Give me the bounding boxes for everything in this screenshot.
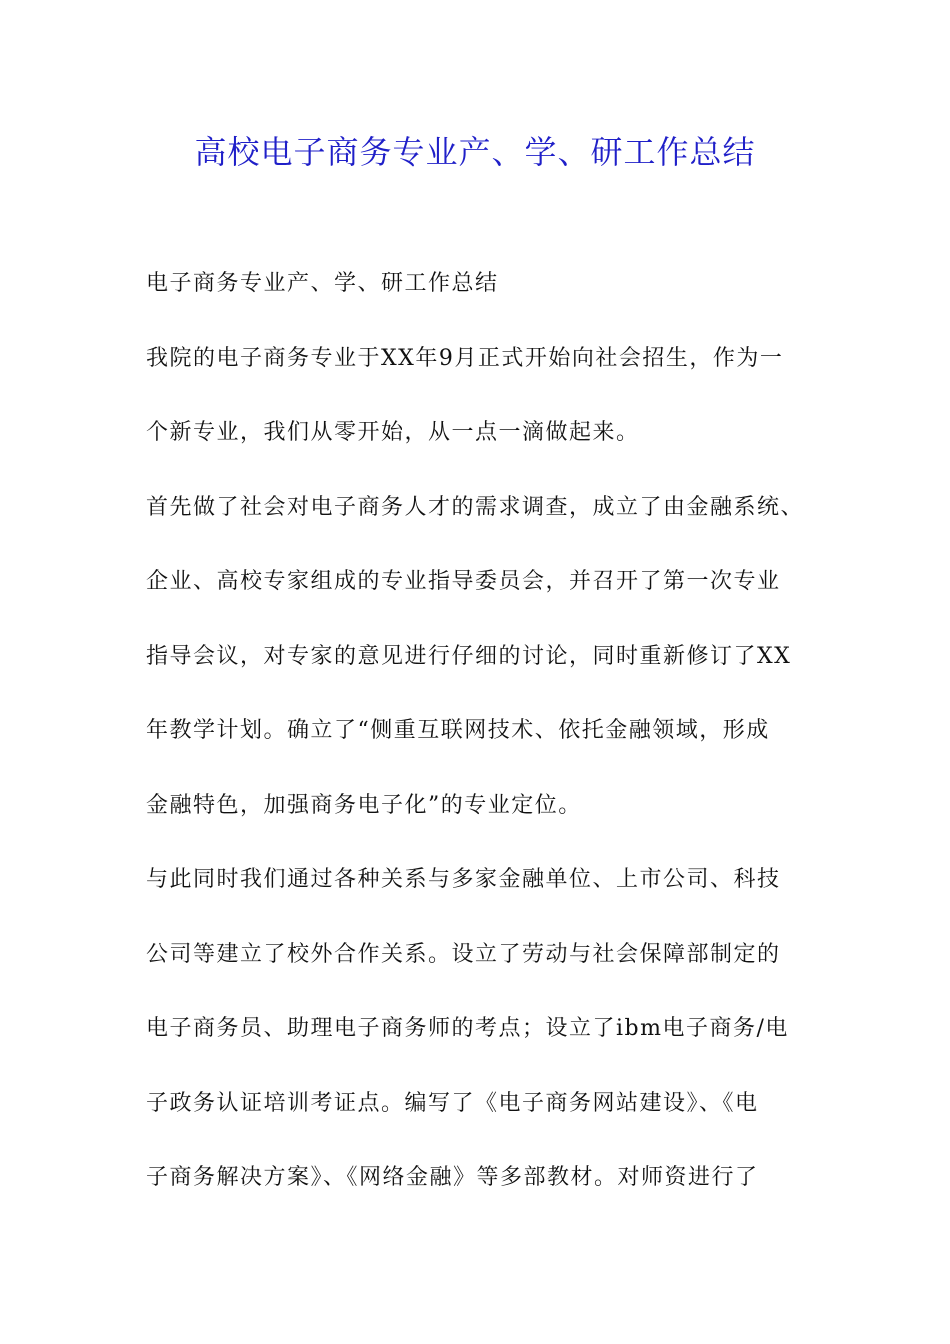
body-line: 子商务解决方案》、《网络金融》等多部教材。对师资进行了 <box>146 1165 759 1190</box>
body-line: 子政务认证培训考证点。编写了《电子商务网站建设》、《电 <box>146 1090 759 1116</box>
document-body <box>146 264 836 1233</box>
body-line: 公司等建立了校外合作关系。设立了劳动与社会保障部制定的 <box>146 941 781 967</box>
body-line: 企业、高校专家组成的专业指导委员会，并召开了第一次专业 <box>146 569 781 594</box>
body-line: 金融特色，加强商务电子化”的专业定位。 <box>146 792 582 818</box>
body-line: 与此同时我们通过各种关系与多家金融单位、上市公司、科技 <box>146 867 781 892</box>
body-line: 指导会议，对专家的意见进行仔细的讨论，同时重新修订了XX <box>146 643 792 669</box>
body-line: 我院的电子商务专业于XX年9月正式开始向社会招生，作为一 <box>146 345 784 371</box>
body-line: 电子商务员、助理电子商务师的考点；设立了ibm电子商务/电 <box>146 1016 789 1041</box>
body-line: 年教学计划。确立了“侧重互联网技术、依托金融领域，形成 <box>146 718 770 743</box>
body-line: 首先做了社会对电子商务人才的需求调查，成立了由金融系统、 <box>146 494 805 520</box>
document-title: 高校电子商务专业产、学、研工作总结 <box>194 133 756 171</box>
body-line: 电子商务专业产、学、研工作总结 <box>146 271 499 296</box>
body-line: 个新专业，我们从零开始，从一点一滴做起来。 <box>146 420 640 445</box>
